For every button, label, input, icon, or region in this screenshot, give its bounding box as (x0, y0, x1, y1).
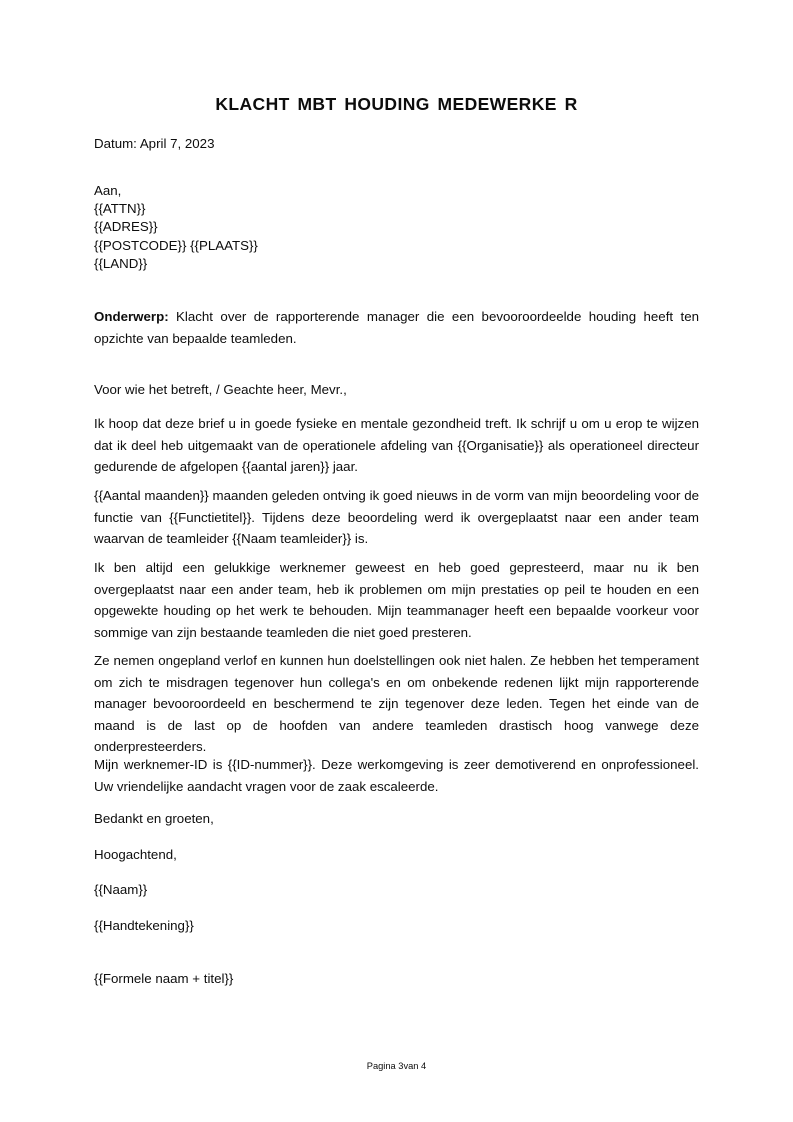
address-country: {{LAND}} (94, 255, 148, 271)
body-paragraph-3: Ik ben altijd een gelukkige werknemer geweest en heb goed gepresteerd, maar nu ik ben overgeplaatst naar een ander team, heb ik problemen om mijn prestaties op peil te houden en een opgewekte houding op het werk te behouden. Mijn teammanager heeft een bepaalde voorkeur voor sommige van zijn bestaande teamleden die niet goed presteren. (94, 560, 699, 640)
address-to-label: Aan, (94, 183, 122, 198)
closing-name-placeholder: {{Naam}} (94, 882, 148, 897)
closing-sincerely: Hoogachtend, (94, 847, 177, 862)
address-attn: {{ATTN}} (94, 201, 146, 217)
address-postcode-city: {{POSTCODE}} {{PLAATS}} (94, 237, 258, 253)
subject-text: Klacht over de rapporterende manager die een bevooroordeelde houding heeft ten opzichte van bepaalde teamleden. (94, 309, 699, 346)
subject-label: Onderwerp: (94, 309, 169, 324)
body-paragraph-4: Ze nemen ongepland verlof en kunnen hun doelstellingen ook niet halen. Ze hebben het temperament om zich te misdragen tegenover hun collega's en om onbekende redenen lijkt mijn rapporterende manager bevooroordeeld en beschermend te zijn tegenover deze leden. Tegen het einde van de maand is de last op de hoofden van andere teamleden drastisch hoog vanwege deze onderpresteerders. (94, 653, 699, 754)
subject-paragraph (94, 306, 699, 349)
salutation: Voor wie het betreft, / Geachte heer, Mevr., (94, 382, 347, 397)
page-title: KLACHT MBT HOUDING MEDEWERKE R (215, 94, 578, 114)
closing-signature-placeholder: {{Handtekening}} (94, 918, 194, 933)
closing-formal-name-title-placeholder: {{Formele naam + titel}} (94, 971, 234, 986)
body-paragraph-5: Mijn werknemer-ID is {{ID-nummer}}. Deze werkomgeving is zeer demotiverend en onprofessioneel. Uw vriendelijke aandacht vragen voor de zaak escaleerde. (94, 757, 699, 794)
body-paragraph-2: {{Aantal maanden}} maanden geleden ontving ik goed nieuws in de vorm van mijn beoordeling voor de functie van {{Functietitel}}. Tijdens deze beoordeling werd ik overgeplaatst naar een ander team waarvan de teamleider {{Naam teamleider}} is. (94, 488, 699, 546)
footer-page-total: van 4 (403, 1061, 427, 1071)
recipient-address-block (94, 182, 258, 273)
body-paragraph-1: Ik hoop dat deze brief u in goede fysieke en mentale gezondheid treft. Ik schrijf u om u erop te wijzen dat ik deel heb uitgemaakt van de operationele afdeling van {{Organisatie}} als operationeel directeur gedurende de afgelopen {{aantal jaren}} jaar. (94, 416, 699, 474)
address-street: {{ADRES}} (94, 219, 158, 235)
footer-page-number: Pagina 3 (366, 1061, 404, 1071)
closing-thanks: Bedankt en groeten, (94, 811, 214, 826)
date-line: Datum: April 7, 2023 (94, 136, 215, 151)
page-footer (94, 1060, 699, 1072)
